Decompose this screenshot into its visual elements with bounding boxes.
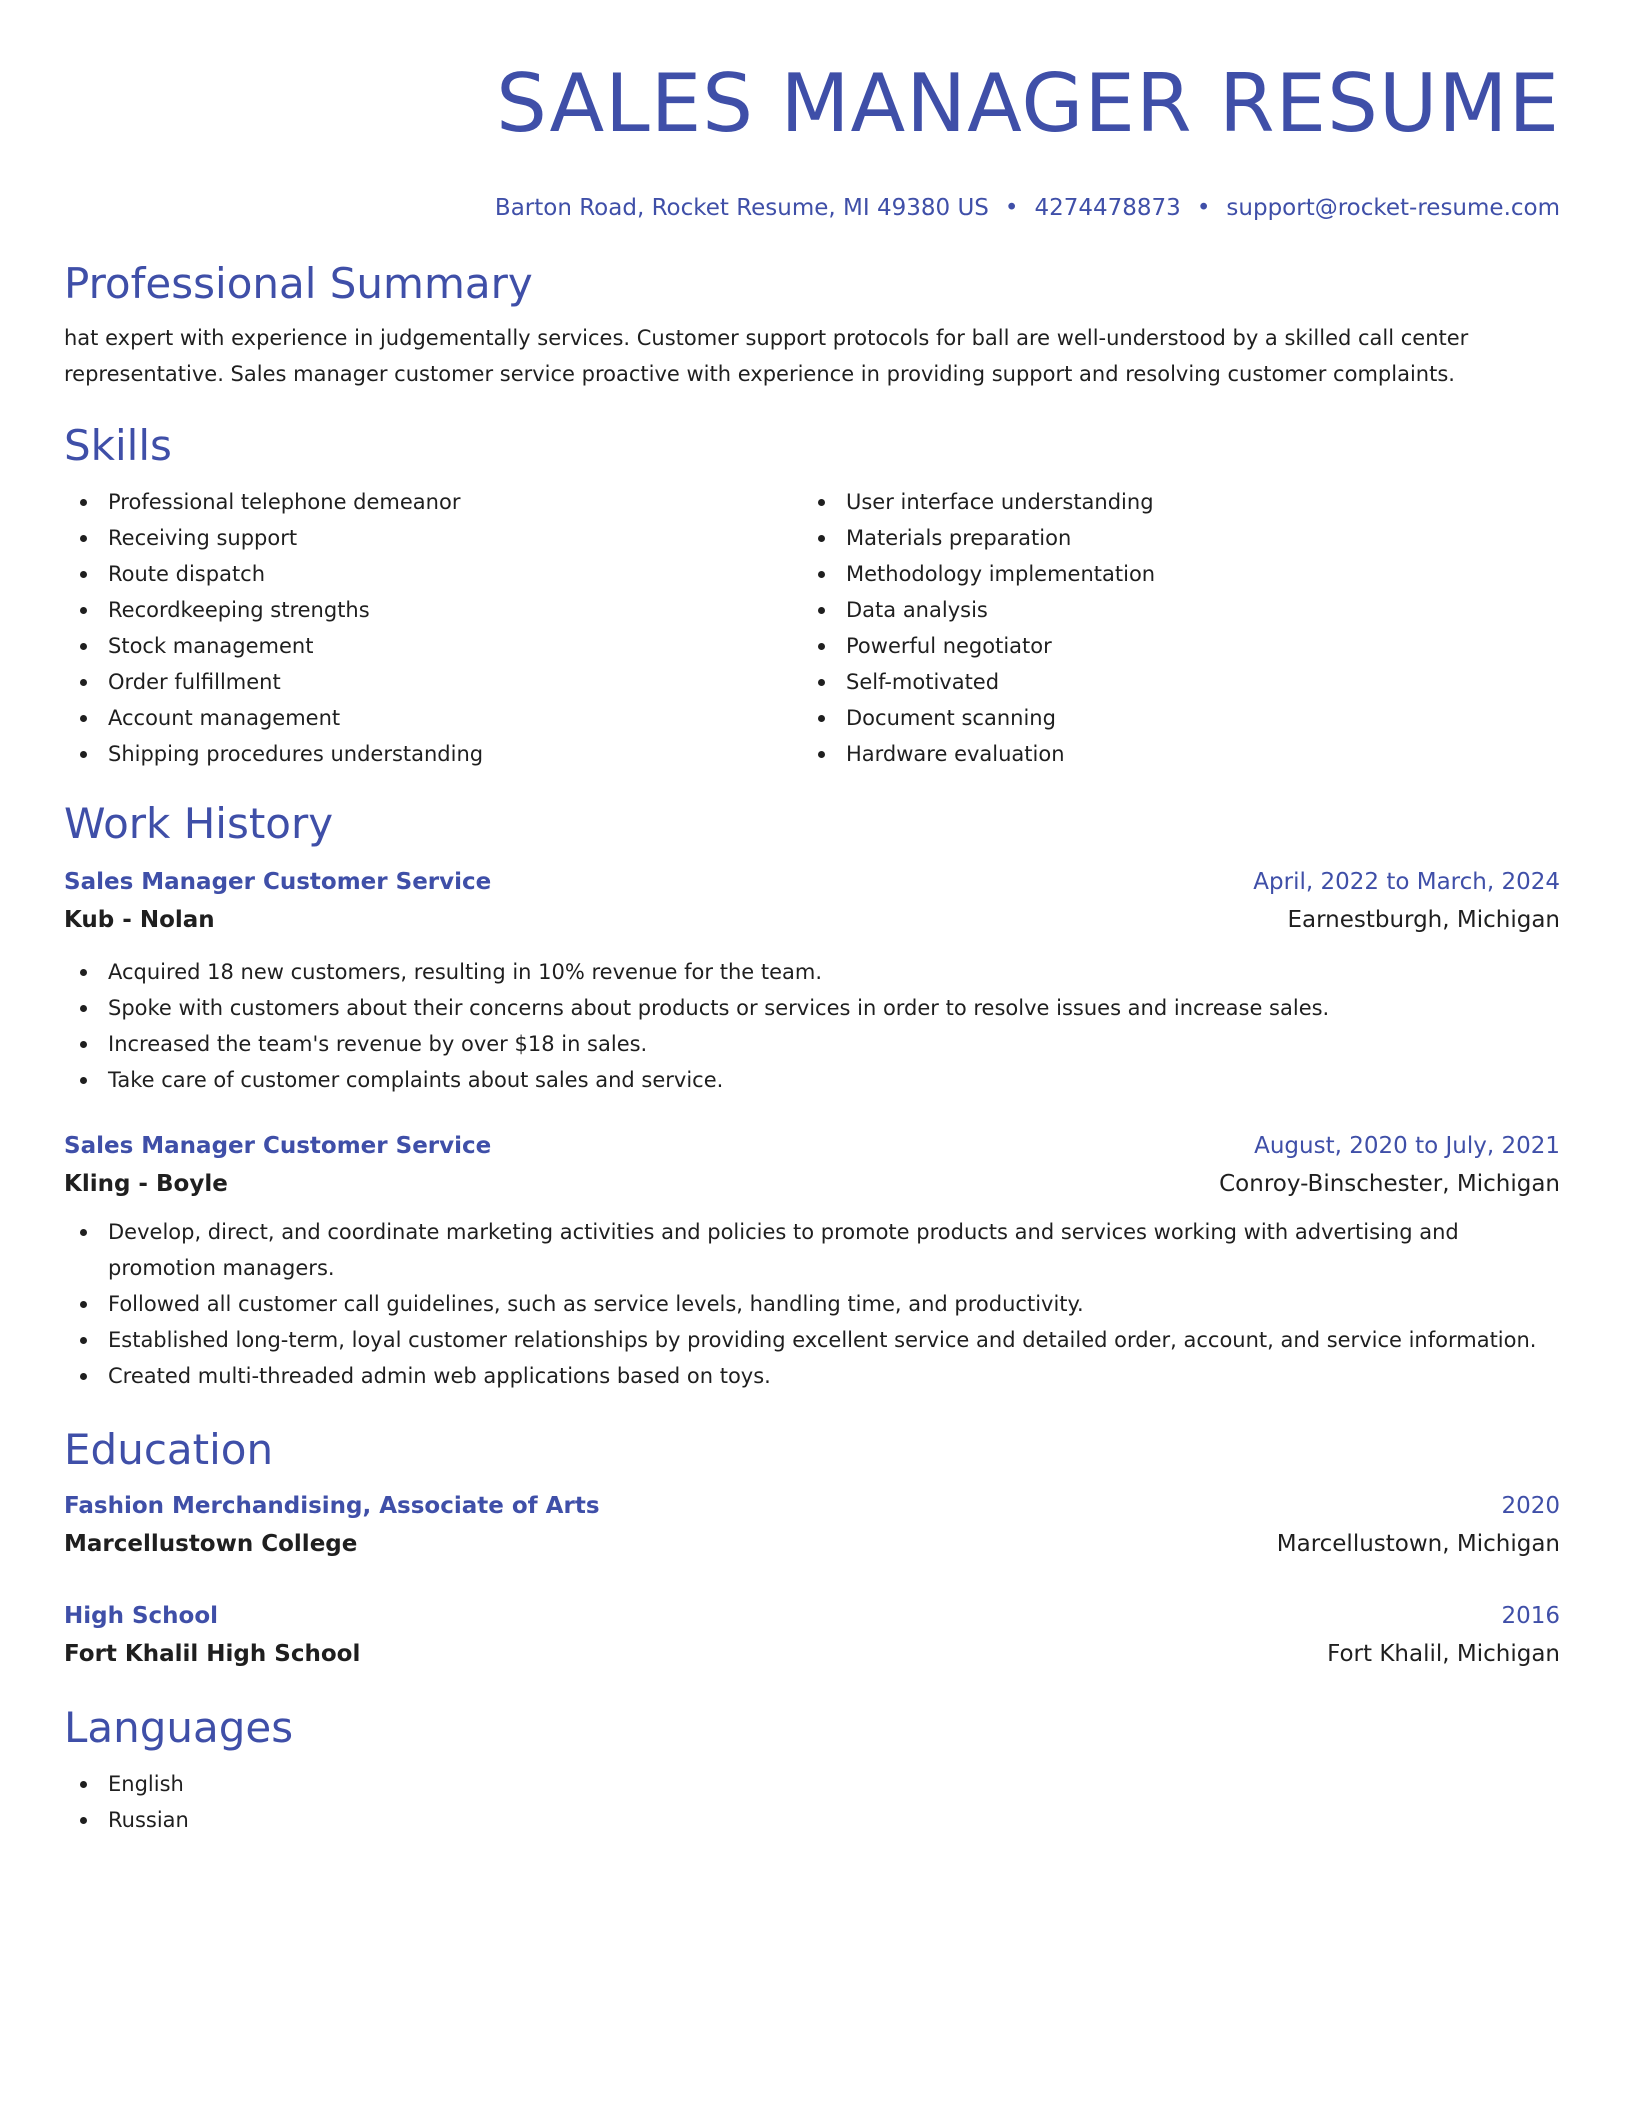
- languages-heading: Languages: [64, 1703, 294, 1752]
- skills-list-left: [64, 484, 802, 772]
- language-item: Russian: [64, 1802, 1560, 1838]
- skill-item: Receiving support: [64, 520, 802, 556]
- job-bullet: Followed all customer call guidelines, such as service levels, handling time, and productivity.: [64, 1286, 1480, 1322]
- education-heading: Education: [64, 1425, 274, 1474]
- education-school-row: [64, 1634, 1560, 1674]
- skill-item: Methodology implementation: [802, 556, 1540, 592]
- resume-name: SALES MANAGER RESUME: [496, 57, 1560, 150]
- education-degree: Fashion Merchandising, Associate of Arts: [64, 1493, 600, 1519]
- languages-list: [64, 1766, 1560, 1838]
- skills-section: [64, 420, 1560, 772]
- skill-item: Order fulfillment: [64, 664, 802, 700]
- education-section: [64, 1424, 1560, 1674]
- job-bullet: Take care of customer complaints about sales and service.: [64, 1062, 1560, 1098]
- skill-item: User interface understanding: [802, 484, 1540, 520]
- skills-heading: Skills: [64, 421, 172, 470]
- job-dates: August, 2020 to July, 2021: [1254, 1133, 1560, 1159]
- skill-item: Self-motivated: [802, 664, 1540, 700]
- skill-item: Professional telephone demeanor: [64, 484, 802, 520]
- skill-item: Account management: [64, 700, 802, 736]
- skill-item: Shipping procedures understanding: [64, 736, 802, 772]
- education-year: 2020: [1501, 1493, 1560, 1519]
- job-company-row: [64, 900, 1560, 940]
- summary-section: [64, 258, 1560, 392]
- skill-item: Hardware evaluation: [802, 736, 1540, 772]
- education-header-row: [64, 1598, 1560, 1634]
- job-company-row: [64, 1164, 1560, 1204]
- separator-dot: •: [1004, 195, 1019, 221]
- education-header-row: [64, 1488, 1560, 1524]
- education-school: Marcellustown College: [64, 1531, 358, 1557]
- separator-dot: •: [1196, 195, 1211, 221]
- job-bullet: Increased the team's revenue by over $18 in sales.: [64, 1026, 1560, 1062]
- work-heading: Work History: [64, 799, 334, 848]
- job-dates: April, 2022 to March, 2024: [1253, 869, 1560, 895]
- job-entry: [64, 864, 1560, 1098]
- job-bullet: Acquired 18 new customers, resulting in 10% revenue for the team.: [64, 954, 1560, 990]
- languages-section: [64, 1702, 1560, 1838]
- education-school: Fort Khalil High School: [64, 1641, 361, 1667]
- education-degree: High School: [64, 1603, 219, 1629]
- skill-item: Route dispatch: [64, 556, 802, 592]
- contact-phone: 4274478873: [1034, 195, 1181, 221]
- job-entry: [64, 1128, 1560, 1394]
- education-school-row: [64, 1524, 1560, 1564]
- job-title: Sales Manager Customer Service: [64, 1133, 492, 1159]
- skills-column-left: [64, 484, 802, 772]
- job-header-row: [64, 864, 1560, 900]
- skill-item: Recordkeeping strengths: [64, 592, 802, 628]
- job-title: Sales Manager Customer Service: [64, 869, 492, 895]
- job-company: Kling - Boyle: [64, 1171, 228, 1197]
- skill-item: Powerful negotiator: [802, 628, 1540, 664]
- skill-item: Materials preparation: [802, 520, 1540, 556]
- education-entry: [64, 1598, 1560, 1674]
- contact-line: [64, 192, 1560, 224]
- job-bullet: Spoke with customers about their concerns about products or services in order to resolve issues and increase sales.: [64, 990, 1560, 1026]
- education-location: Marcellustown, Michigan: [1276, 1531, 1560, 1557]
- skill-item: Document scanning: [802, 700, 1540, 736]
- job-bullets: [64, 1214, 1560, 1394]
- education-entry: [64, 1488, 1560, 1564]
- job-bullets: [64, 954, 1560, 1098]
- job-location: Earnestburgh, Michigan: [1287, 907, 1560, 933]
- education-year: 2016: [1501, 1603, 1560, 1629]
- contact-address: Barton Road, Rocket Resume, MI 49380 US: [494, 195, 989, 221]
- skills-columns: [64, 484, 1560, 772]
- skills-column-right: [802, 484, 1540, 772]
- job-bullet: Established long-term, loyal customer relationships by providing excellent service and detailed order, account, and service information.: [64, 1322, 1560, 1358]
- skills-list-right: [802, 484, 1540, 772]
- summary-heading: Professional Summary: [64, 259, 533, 308]
- job-company: Kub - Nolan: [64, 907, 215, 933]
- job-header-row: [64, 1128, 1560, 1164]
- skill-item: Data analysis: [802, 592, 1540, 628]
- job-bullet: Develop, direct, and coordinate marketing activities and policies to promote products and services working with advertising and promotion managers.: [64, 1214, 1480, 1286]
- education-location: Fort Khalil, Michigan: [1327, 1641, 1560, 1667]
- resume-page: [64, 0, 1560, 1838]
- skill-item: Stock management: [64, 628, 802, 664]
- contact-email[interactable]: support@rocket-resume.com: [1226, 195, 1560, 221]
- work-section: [64, 798, 1560, 1394]
- language-item: English: [64, 1766, 1560, 1802]
- job-bullet: Created multi-threaded admin web applications based on toys.: [64, 1358, 1480, 1394]
- summary-text: hat expert with experience in judgementally services. Customer support protocols for ball are well-understood by a skilled call center representative. Sales manager customer service proactive with experience in providing support and resolving customer complaints.: [64, 326, 1469, 386]
- job-location: Conroy-Binschester, Michigan: [1219, 1171, 1560, 1197]
